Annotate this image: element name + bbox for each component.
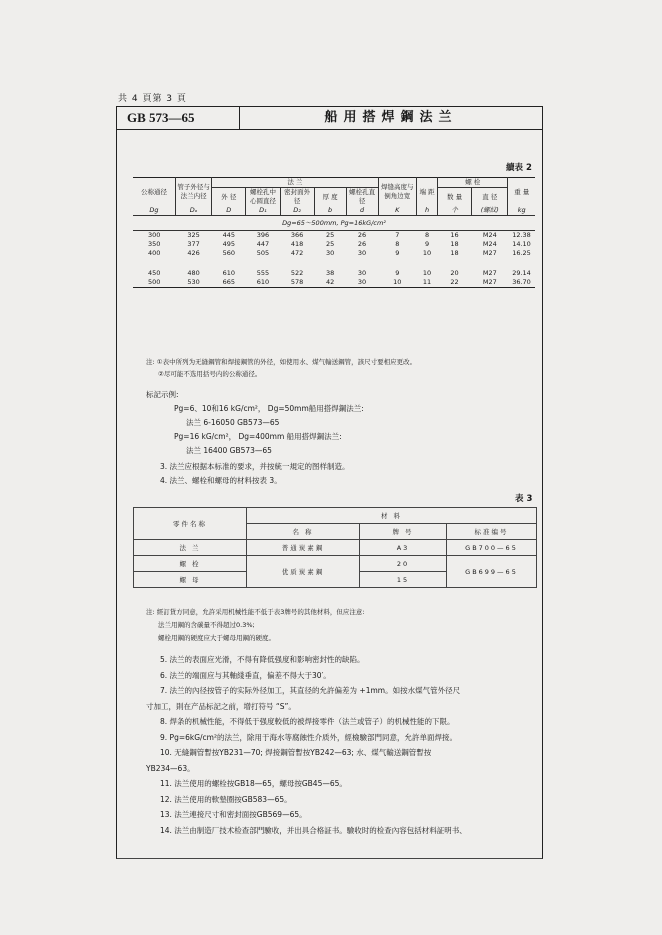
col-symbol: K <box>378 206 417 216</box>
example-line: 法兰 16400 GB573—65 <box>186 446 272 455</box>
col-symbol: Dₒ <box>175 206 211 216</box>
table-cell: 18 <box>450 240 459 248</box>
table-cell: M27 <box>482 269 497 277</box>
col-symbol: Dg <box>149 206 159 214</box>
group-header-bolt: 螺 栓 <box>438 178 508 188</box>
col-symbol: 个 <box>438 206 472 216</box>
material-part: 螺 母 <box>134 572 247 588</box>
example-line: Pg=6、10和16 kG/cm²， Dg=50mm船用搭焊鋼法兰: <box>174 404 364 413</box>
table-cell: 610 <box>222 269 236 277</box>
table-cell: 12.38 <box>512 231 531 239</box>
material-name: 普通炭素鋼 <box>247 540 360 556</box>
standard-header <box>116 106 543 130</box>
table-row <box>133 231 535 241</box>
table-cell: M27 <box>482 249 497 257</box>
col-header: 厚 度 <box>314 188 346 207</box>
standard-code: GB 573—65 <box>117 107 240 129</box>
col-header: 重 量 <box>508 178 535 207</box>
col-header: 直 径 <box>472 188 508 207</box>
col-header: 公称通径 <box>140 187 167 196</box>
table-cell: 445 <box>222 231 236 239</box>
col-symbol: kg <box>508 206 535 216</box>
material-part: 法 兰 <box>134 540 247 556</box>
clause: 5. 法兰的表面应光滑，不得有降低强度和影响密封性的缺陷。 <box>160 655 365 664</box>
table-cell: 578 <box>290 278 304 286</box>
table-cell: 418 <box>290 240 304 248</box>
col-symbol: d <box>346 206 378 216</box>
table-cell: 16 <box>450 231 459 239</box>
col-header: 端 距 <box>417 178 438 207</box>
table-cell: 450 <box>147 269 161 277</box>
table-cell: 14.10 <box>512 240 531 248</box>
table-cell: 555 <box>256 269 270 277</box>
table-cell: 25 <box>325 240 335 248</box>
table3-note: 法兰用鋼的含碳量不得超过0.3%; <box>158 621 255 629</box>
col-symbol: b <box>314 206 346 216</box>
clause: 6. 法兰的端面应与其軸綫垂直，偏差不得大于30′。 <box>160 670 331 680</box>
col-symbol: h <box>417 206 438 216</box>
table2-note: ②尽可能不选用括号内的公称通径。 <box>158 370 262 378</box>
table-cell: 10 <box>422 269 432 277</box>
pressure-condition: Dg=65～500mm, Pg=16kG/cm² <box>282 218 386 227</box>
material-grade: A3 <box>360 540 447 556</box>
table-cell: 22 <box>450 278 459 286</box>
clause: 11. 法兰使用的螺栓按GB18—65，螺母按GB45—65。 <box>160 779 347 788</box>
table-cell: 38 <box>325 269 335 277</box>
table-cell: 8 <box>424 231 430 239</box>
col-symbol: D₂ <box>280 206 314 216</box>
table-row <box>133 240 535 249</box>
clause: 3. 法兰应根据本标准的要求，并按統一規定的图样制造。 <box>160 462 350 471</box>
table-cell: 480 <box>187 269 200 277</box>
col-header: 螺栓孔直径 <box>346 188 378 207</box>
table-cell: 505 <box>256 249 270 257</box>
table-cell: 30 <box>325 249 335 257</box>
col-header: 焊缝高度与倒角边宽 <box>378 178 417 207</box>
table-cell: M24 <box>482 240 497 248</box>
material-standard: GB699—65 <box>447 556 537 588</box>
table2-body <box>133 231 535 288</box>
material-table <box>133 507 537 588</box>
table-cell: M27 <box>482 278 497 286</box>
clause: 10. 无縫鋼管暫按YB231—70; 焊接鋼管暫按YB242—63; 水、煤气輸送鋼管暫按 <box>160 748 432 757</box>
table-cell: 26 <box>357 240 367 248</box>
col-header: 数 量 <box>438 188 472 207</box>
clause: 8. 焊条的机械性能，不得低于强度較低的被焊接零件（法兰或管子）的机械性能的下限。 <box>160 717 455 726</box>
col-header: 密封面外径 <box>280 188 314 207</box>
col-header: 管子外径与法兰内径 <box>175 178 211 207</box>
material-grade: 15 <box>360 572 447 588</box>
example-heading: 标記示例: <box>146 390 179 399</box>
table-cell: 10 <box>393 278 402 286</box>
col-header: 牌 号 <box>360 524 447 540</box>
table-cell: 16.25 <box>512 249 531 257</box>
clause: 9. Pg=6kG/cm²的法兰，除用于海水等腐蝕性介质外，經檢驗部門同意，允許单面焊接。 <box>160 732 457 742</box>
clause: 14. 法兰由制造厂技术检查部門驗收，并出具合格証书。驗收时的检查內容包括材料証明书、 <box>160 825 467 835</box>
table-cell: 350 <box>147 240 161 248</box>
table-cell: M24 <box>482 231 497 239</box>
col-header: 零件名称 <box>134 508 247 540</box>
material-name: 优质炭素鋼 <box>247 556 360 588</box>
table2-note: 注: ①表中所列为无縫鋼管和焊接鋼管的外径，如使用水、煤气輸送鋼管，該尺寸要相应更改。 <box>146 358 417 366</box>
table-cell: 25 <box>325 231 335 239</box>
table-cell: 9 <box>395 269 400 277</box>
group-header-material: 材 料 <box>247 508 537 524</box>
table-cell: 18 <box>450 249 459 257</box>
clause: 7. 法兰的內径按管子的实际外径加工，其直径的允許偏差为 +1mm。如按水煤气管外径尺 <box>160 686 461 695</box>
table3-note: 螺栓用鋼的硬度应大于螺母用鋼的硬度。 <box>158 634 275 642</box>
example-line: 法兰 6-16050 GB573—65 <box>186 418 280 427</box>
page-marker: 共 4 頁第 3 頁 <box>118 94 187 104</box>
material-part: 螺 栓 <box>134 556 247 572</box>
table3-caption: 表 3 <box>515 494 533 504</box>
table-cell: 10 <box>422 249 432 257</box>
flange-dimension-table <box>133 177 535 288</box>
clause: 13. 法兰連接尺寸和密封面按GB569—65。 <box>160 810 307 819</box>
clause-continuation: YB234—63。 <box>146 763 195 773</box>
table-cell: 426 <box>187 249 200 257</box>
col-header: 螺栓孔中心圆直径 <box>246 188 280 207</box>
table-cell: 29.14 <box>512 269 531 277</box>
table-cell: 26 <box>357 231 367 239</box>
table-cell: 447 <box>256 240 270 248</box>
table-cell: 8 <box>395 240 400 248</box>
clause: 12. 法兰使用的軟墊圈按GB583—65。 <box>160 794 292 804</box>
col-symbol: D₁ <box>246 206 280 216</box>
table-cell: 366 <box>290 231 304 239</box>
table-cell: 9 <box>424 240 430 248</box>
table-cell: 30 <box>357 278 367 286</box>
table-cell: 30 <box>357 249 367 257</box>
table-row <box>133 258 535 278</box>
table3-note: 注: 經訂貨方同意，允許采用机械性能不低于表3牌号的其他材料，但应注意: <box>146 608 365 616</box>
col-header: 外 径 <box>212 188 246 207</box>
table-cell: 42 <box>325 278 335 286</box>
table-cell: 500 <box>147 278 161 286</box>
group-header-flange: 法 兰 <box>212 178 378 188</box>
col-symbol: (螺紋) <box>472 206 508 216</box>
table-cell: 400 <box>147 249 161 257</box>
table-cell: 522 <box>290 269 304 277</box>
table-cell: 36.70 <box>512 278 531 286</box>
table-cell: 610 <box>256 278 270 286</box>
table-cell: 560 <box>222 249 236 257</box>
table-cell: 11 <box>422 278 432 286</box>
table-row <box>133 249 535 258</box>
clause-continuation: 寸加工，則在产品标記之前，增打符号 “S”。 <box>146 701 296 711</box>
table-cell: 7 <box>395 231 400 239</box>
table-cell: 300 <box>147 231 161 239</box>
clause: 4. 法兰、螺栓和螺母的材料按表 3。 <box>160 476 282 485</box>
table-cell: 495 <box>222 240 236 248</box>
document-title: 船用搭焊鋼法兰 <box>324 110 458 125</box>
table-cell: 472 <box>290 249 304 257</box>
table2-caption: 續表 2 <box>506 163 532 173</box>
table-cell: 665 <box>222 278 236 286</box>
material-grade: 20 <box>360 556 447 572</box>
table-cell: 20 <box>450 269 459 277</box>
table-cell: 396 <box>256 231 270 239</box>
table-row <box>133 278 535 288</box>
material-standard: GB700—65 <box>447 540 537 556</box>
table-cell: 9 <box>395 249 400 257</box>
col-symbol: D <box>212 206 246 216</box>
table-cell: 377 <box>187 240 200 248</box>
table-cell: 30 <box>357 269 367 277</box>
col-header: 标准编号 <box>447 524 537 540</box>
example-line: Pg=16 kG/cm²， Dg=400mm 船用搭焊鋼法兰: <box>174 432 342 441</box>
col-header: 名 称 <box>247 524 360 540</box>
table-cell: 325 <box>187 231 200 239</box>
table-cell: 530 <box>187 278 200 286</box>
